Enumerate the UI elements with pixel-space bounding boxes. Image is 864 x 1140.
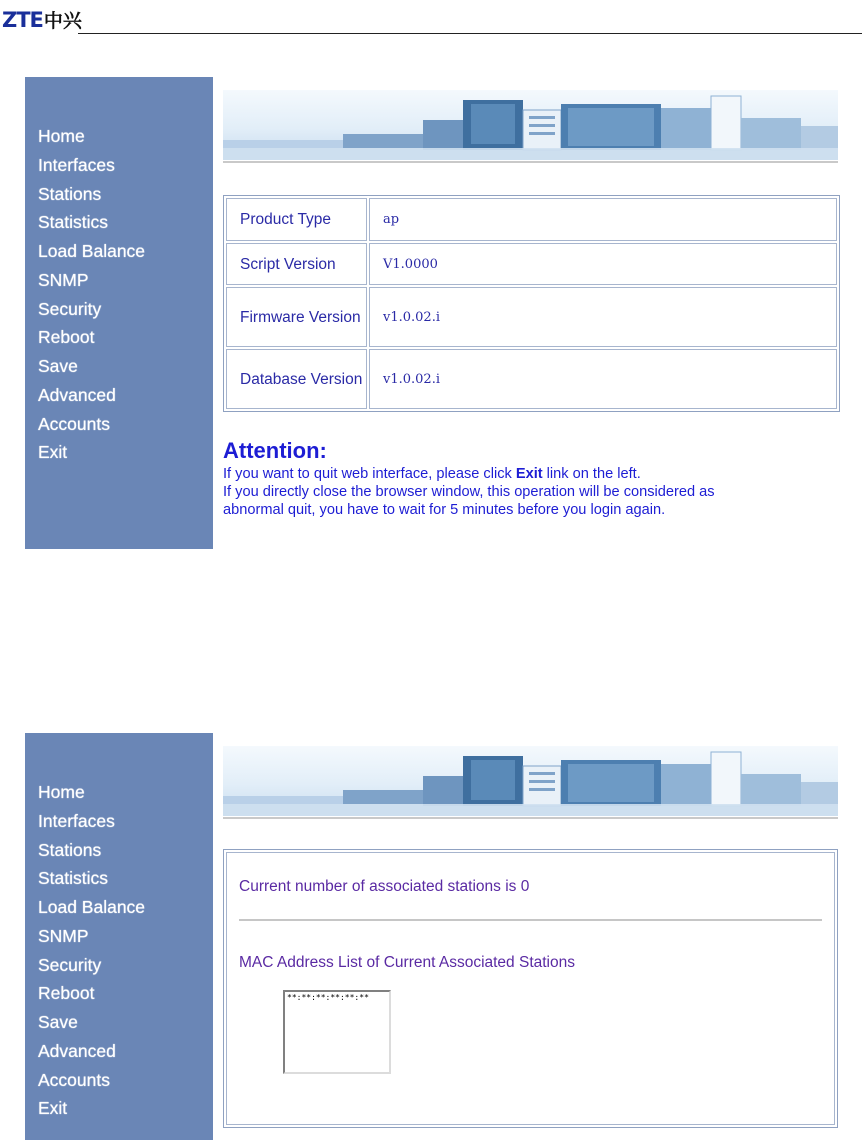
info-value: v1.0.02.i [369, 287, 837, 347]
attention-line-3: abnormal quit, you have to wait for 5 minutes before you login again. [223, 502, 666, 518]
sidebar-item-exit[interactable]: Exit [38, 1098, 68, 1119]
info-row-product-type [226, 198, 837, 241]
sidebar-item-security[interactable]: Security [38, 954, 102, 975]
stations-panel-inner [226, 852, 835, 1125]
main-content [223, 77, 838, 549]
info-value: V1.0000 [369, 243, 837, 285]
sidebar-item-exit[interactable]: Exit [38, 442, 68, 463]
exit-link-reference: Exit [515, 466, 543, 482]
attention-line-1 [223, 465, 838, 483]
main-content [223, 733, 838, 1140]
mac-list-title: MAC Address List of Current Associated Stations [239, 954, 575, 971]
document-header [0, 0, 864, 40]
info-row-database-version [226, 349, 837, 409]
sidebar-item-snmp[interactable]: SNMP [38, 269, 89, 290]
sidebar-item-stations[interactable]: Stations [38, 183, 102, 204]
attention-line-1-end: link on the left. [542, 466, 641, 482]
sidebar-item-statistics[interactable]: Statistics [38, 212, 109, 233]
sidebar-item-save[interactable]: Save [38, 356, 78, 376]
buildings-illustration [223, 90, 838, 160]
banner-image [223, 746, 838, 816]
sidebar-item-reboot[interactable]: Reboot [38, 327, 95, 348]
sidebar-item-advanced[interactable]: Advanced [38, 1040, 116, 1061]
attention-title: Attention: [223, 438, 327, 463]
system-info-table [223, 195, 840, 412]
attention-line-1-start: If you want to quit web interface, please click [223, 466, 516, 482]
stations-divider [239, 919, 822, 921]
attention-line-2: If you directly close the browser window, this operation will be considered as [223, 484, 715, 500]
stations-panel [223, 849, 838, 1128]
station-count-text: Current number of associated stations is 0 [239, 878, 530, 895]
info-value: ap [369, 198, 837, 241]
logo-chinese-text: 中兴 [43, 10, 82, 32]
banner-divider [223, 161, 838, 163]
mac-address-listbox[interactable] [283, 990, 391, 1074]
sidebar-nav [38, 124, 145, 469]
sidebar [25, 733, 213, 1140]
sidebar-item-stations[interactable]: Stations [38, 839, 102, 860]
sidebar-item-interfaces[interactable]: Interfaces [38, 810, 115, 831]
sidebar-item-security[interactable]: Security [38, 298, 102, 319]
sidebar-item-home[interactable]: Home [38, 126, 85, 146]
sidebar-nav [38, 780, 145, 1125]
banner-image [223, 90, 838, 160]
sidebar-item-advanced[interactable]: Advanced [38, 384, 116, 405]
info-label: Database Version [226, 349, 367, 409]
mac-address-entry[interactable]: **:**:**:**:**:** [287, 993, 369, 1002]
buildings-illustration [223, 746, 838, 816]
logo-latin-text: ZTE [2, 8, 43, 32]
sidebar-item-load-balance[interactable]: Load Balance [38, 897, 146, 917]
sidebar-item-load-balance[interactable]: Load Balance [38, 241, 146, 261]
header-rule [78, 33, 862, 34]
zte-logo [2, 8, 82, 33]
info-value: v1.0.02.i [369, 349, 837, 409]
attention-notice [223, 437, 838, 519]
info-label: Firmware Version [226, 287, 367, 347]
sidebar-item-statistics[interactable]: Statistics [38, 868, 109, 889]
banner-divider [223, 817, 838, 819]
sidebar [25, 77, 213, 549]
info-label: Script Version [226, 243, 367, 285]
sidebar-item-home[interactable]: Home [38, 782, 85, 802]
sidebar-item-save[interactable]: Save [38, 1012, 78, 1032]
sidebar-item-reboot[interactable]: Reboot [38, 983, 95, 1004]
sidebar-item-interfaces[interactable]: Interfaces [38, 154, 115, 175]
stations-screenshot [25, 733, 843, 1140]
sidebar-item-snmp[interactable]: SNMP [38, 925, 89, 946]
info-row-firmware-version [226, 287, 837, 347]
sidebar-item-accounts[interactable]: Accounts [38, 413, 110, 434]
info-row-script-version [226, 243, 837, 285]
system-info-screenshot [25, 77, 843, 549]
info-label: Product Type [226, 198, 367, 241]
sidebar-item-accounts[interactable]: Accounts [38, 1069, 110, 1090]
